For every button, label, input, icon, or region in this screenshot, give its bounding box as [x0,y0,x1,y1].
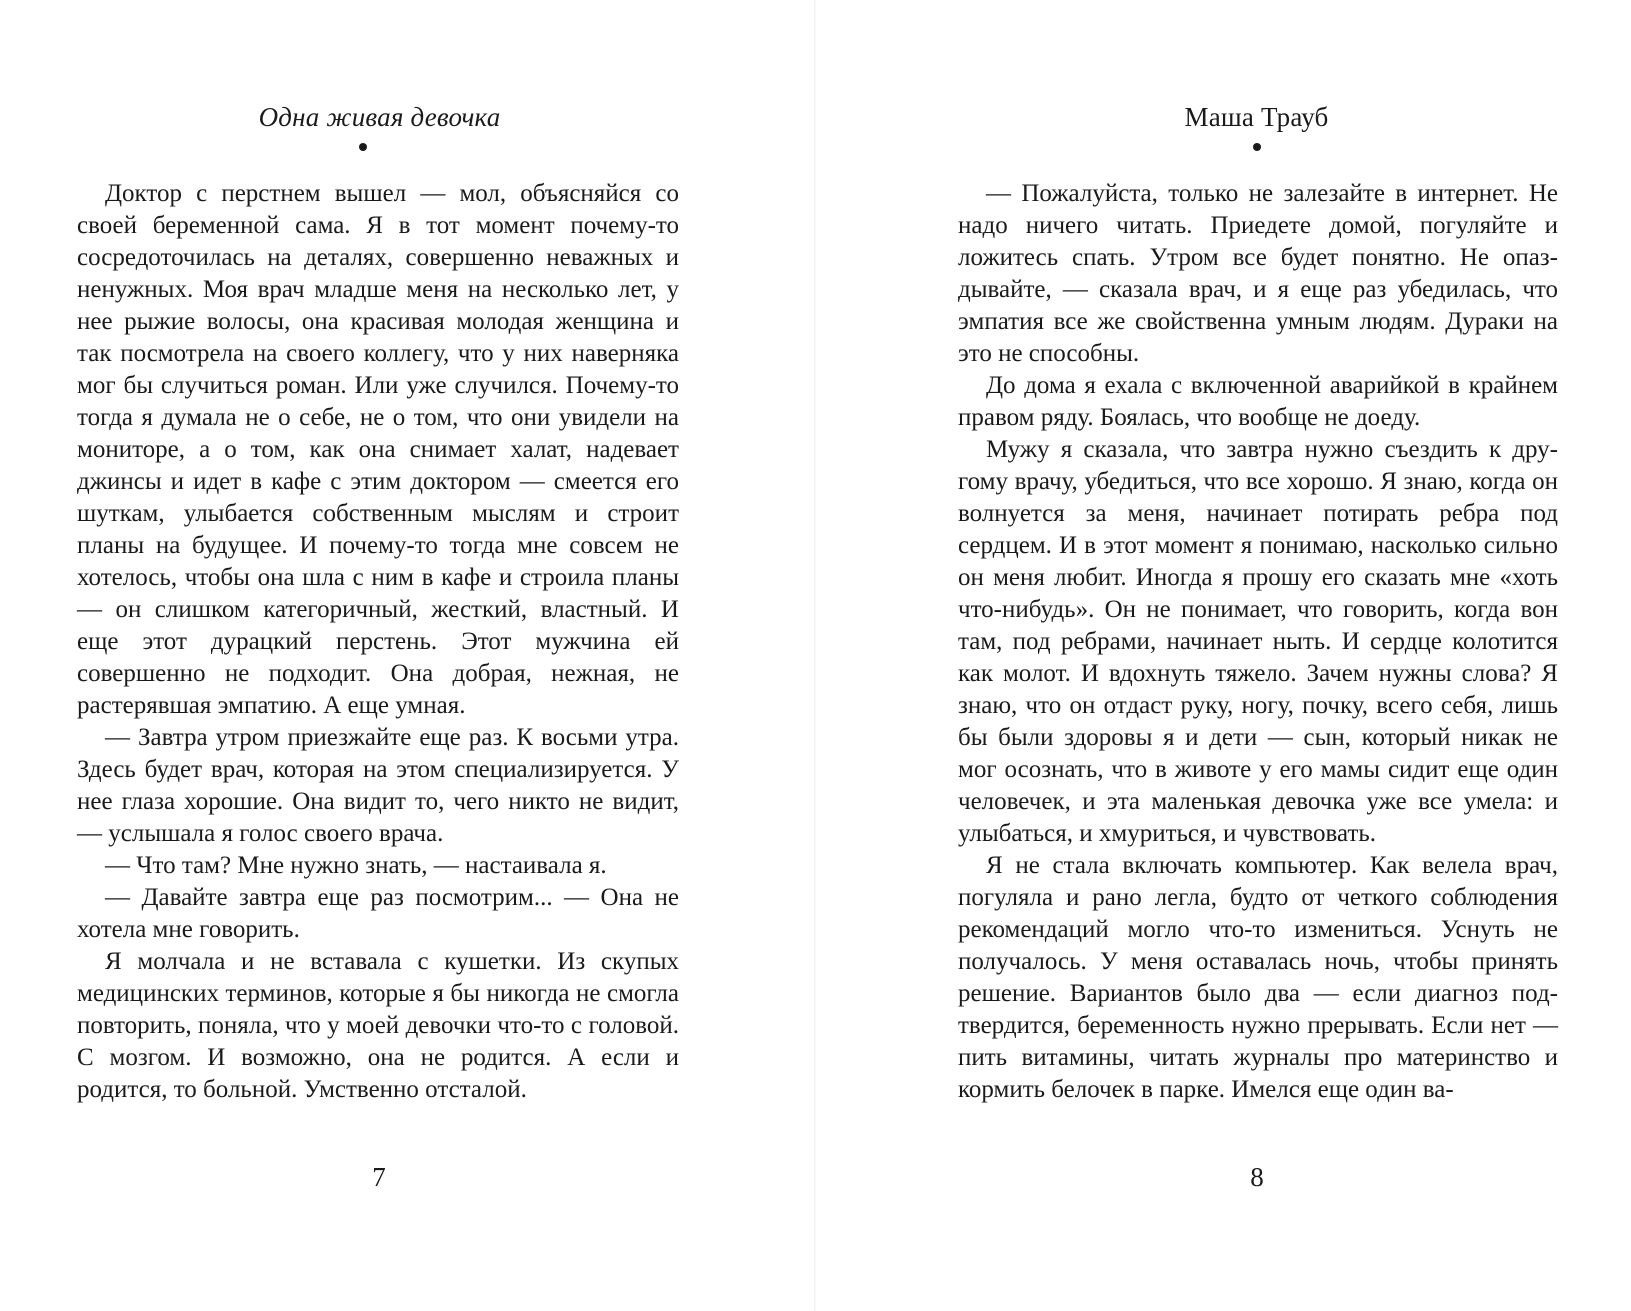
paragraph: До дома я ехала с включенной аварийкой в крайнем правом ряду. Боялась, что вообще не доеду. [958,372,1558,431]
paragraph: Я молчала и не вставала с кушетки. Из скупых медицинских терминов, которые я бы никогда не смогла повторить, поняла, что у моей девочки что-то с головой. С мозгом. И возможно, она не родится. А если и родится, то больной. Умственно отсталой. [77,948,679,1103]
ornament-bullet-icon [1253,143,1261,151]
page-number: 7 [372,1162,386,1192]
paragraph: — Пожалуйста, только не залезайте в интернет. Не надо ничего читать. Приедете домой, погуляйте и ложитесь спать. Утром все будет понятно. Не опаздывайте, — сказала врач, и я еще раз убедилась, что эмпатия все же свойственна умным людям. Дураки на это не способны. [958,180,1558,367]
paragraph: Доктор с перстнем вышел — мол, объясняйся со своей беременной сама. Я в тот момент почему-то сосредоточилась на деталях, совершенно неважных и ненужных. Моя врач младше меня на несколько лет, у нее рыжие волосы, она красивая молодая женщина и так посмотрела на своего коллегу, что у них наверняка мог бы случиться роман. Или уже случился. Почему-то тогда я думала не о себе, не о том, что они увидели на мониторе, а о том, как она снимает халат, надевает джинсы и идет в кафе с этим доктором — смеется его шуткам, улыбается собственным мыслям и строит планы на будущее. И почему-то тогда мне совсем не хотелось, чтобы она шла с ним в кафе и строила планы — он слишком категоричный, жесткий, властный. И еще этот дурацкий перстень. Этот мужчина ей совершенно не подходит. Она добрая, нежная, не растерявшая эмпатию. А еще умная. [77,180,679,719]
paragraph: Я не стала включать компьютер. Как велела врач, погуляла и рано легла, будто от четкого соблюдения рекомендаций могло что-то измениться. Уснуть не получалось. У меня оставалась ночь, чтобы принять решение. Вариантов было два — если диагноз подтвердится, беременность нужно прерывать. Если нет — пить витамины, читать журналы про материнство и кормить белочек в парке. Имелся еще один ва- [958,852,1558,1103]
left-body-text [77,178,679,1106]
running-head-author: Маша Трауб [1184,102,1329,132]
page-number: 8 [1250,1162,1264,1192]
right-body-text [958,178,1558,1106]
running-head-title: Одна живая девочка [258,102,501,132]
right-page [815,0,1630,1311]
left-page [0,0,815,1311]
paragraph: — Что там? Мне нужно знать, — настаивала я. [105,852,607,879]
paragraph: — Завтра утром приезжайте еще раз. К восьми утра. Здесь будет врач, которая на этом специализируется. У нее глаза хорошие. Она видит то, чего никто не видит, — услышала я голос своего врача. [77,724,679,847]
ornament-bullet-icon [359,143,367,151]
paragraph: Мужу я сказала, что завтра нужно съездить к другому врачу, убедиться, что все хорошо. Я знаю, когда он волнуется за меня, начинает потирать ребра под сердцем. И в этот момент я понимаю, насколько сильно он меня любит. Иногда я прошу его сказать мне «хоть что-нибудь». Он не понимает, что говорить, когда вон там, под ребрами, начинает ныть. И сердце колотится как молот. И вдохнуть тяжело. Зачем нужны слова? Я знаю, что он отдаст руку, ногу, почку, всего себя, лишь бы были здоровы я и дети — сын, который никак не мог осознать, что в животе у его мамы сидит еще один человечек, и эта маленькая девочка уже все умела: и улыбаться, и хмуриться, и чувствовать. [958,436,1558,847]
paragraph: — Давайте завтра еще раз посмотрим... — Она не хотела мне говорить. [77,884,679,943]
